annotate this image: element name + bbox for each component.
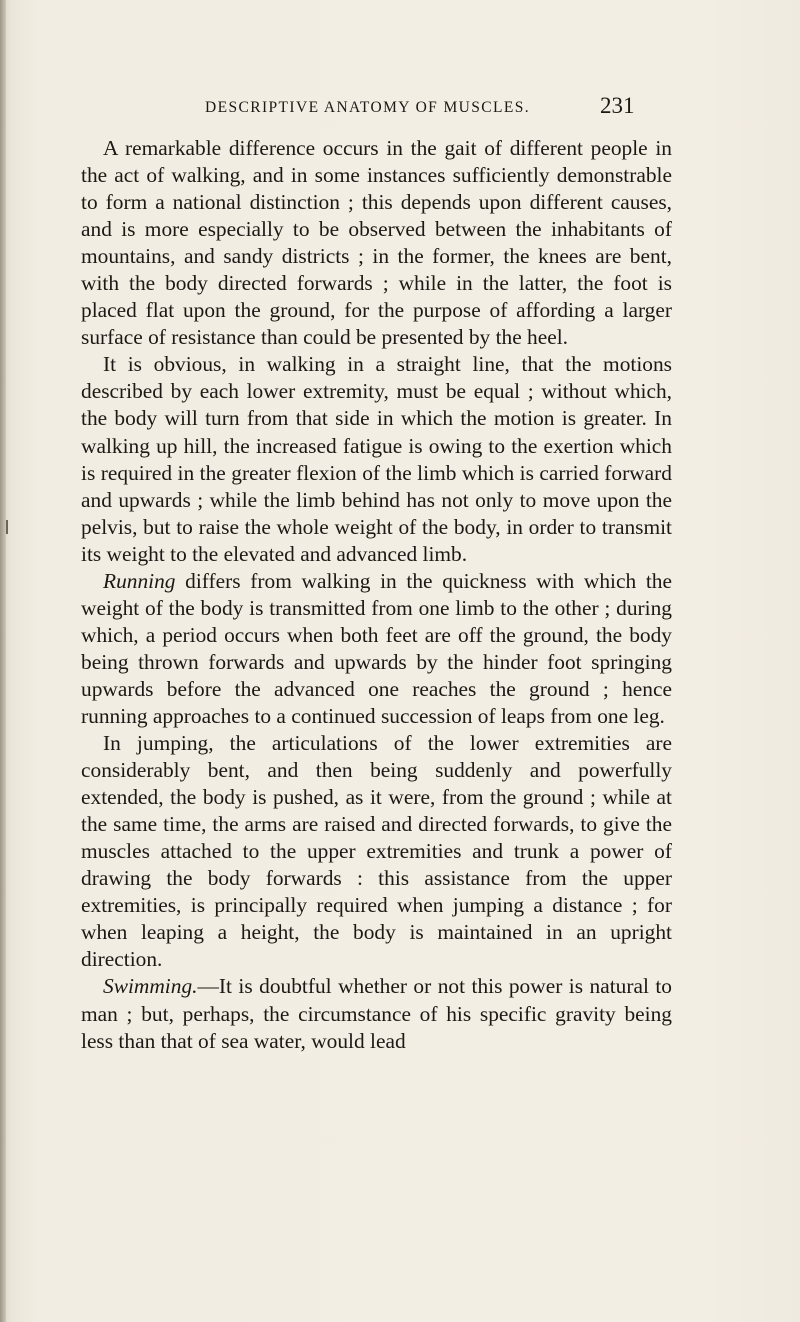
body-text <box>81 135 672 1255</box>
running-head <box>205 93 635 123</box>
paragraph-running <box>81 568 672 730</box>
paragraph-swimming <box>81 973 672 1054</box>
paragraph-text: differs from walking in the quickness with which the weight of the body is transmitted from one limb to the other ; during which, a period occurs when both feet are off the ground, the body being thrown forwards and upwards by the hinder foot springing upwards before the advanced one reaches the ground ; hence running approaches to a continued succession of leaps from one leg. <box>81 568 672 728</box>
paragraph-jumping <box>81 730 672 973</box>
running-title: DESCRIPTIVE ANATOMY OF MUSCLES. <box>205 99 531 116</box>
paragraph-lead: Swimming. <box>103 974 198 999</box>
page-binding-edge <box>0 0 6 1322</box>
paragraph-text: —It is doubtful whether or not this power is natural to man ; but, perhaps, the circumstance of his specific gravity being less than that of sea water, would lead <box>81 974 672 1053</box>
paragraph-text: In jumping, the articulations of the lower extremities are considerably bent, and then being suddenly and powerfully extended, the body is pushed, as it were, from the ground ; while at the same time, the arms are raised and directed forwards, to give the muscles attached to the upper extremities and trunk a power of drawing the body forwards : this assistance from the upper extremities, is principally required when jumping a distance ; for when leaping a height, the body is maintained in an upright direction. <box>81 731 672 972</box>
paragraph-lead: Running <box>103 568 176 593</box>
margin-mark <box>6 520 8 534</box>
paragraph-text: It is obvious, in walking in a straight line, that the motions described by each lower extremity, must be equal ; without which, the body will turn from that side in which the motion is greater. In walking up hill, the increased fatigue is owing to the exertion which is required in the greater flexion of the limb which is carried forward and upwards ; while the limb behind has not only to move upon the pelvis, but to raise the whole weight of the body, in order to transmit its weight to the elevated and advanced limb. <box>81 352 672 566</box>
page-number: 231 <box>600 93 635 118</box>
paragraph-text: A remarkable difference occurs in the gait of different people in the act of walking, and in some instances sufficiently demonstrable to form a national distinction ; this depends upon different causes, and is more especially to be observed between the inhabitants of mountains, and sandy districts ; in the former, the knees are bent, with the body directed forwards ; while in the latter, the foot is placed flat upon the ground, for the purpose of affording a larger surface of resistance than could be presented by the heel. <box>81 136 672 350</box>
paragraph-gait <box>81 135 672 351</box>
paragraph-walking <box>81 351 672 567</box>
